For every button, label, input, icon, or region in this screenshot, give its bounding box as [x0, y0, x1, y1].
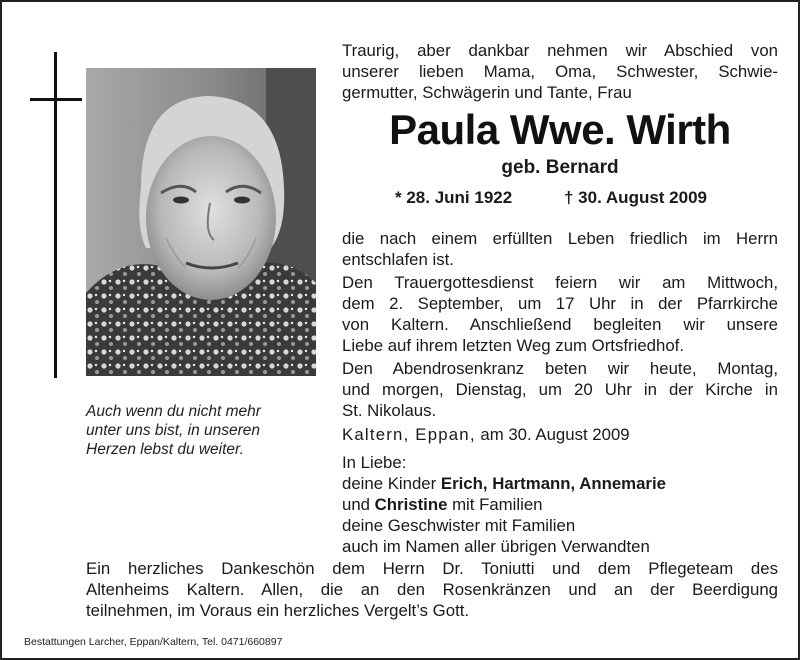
place-date	[342, 424, 778, 445]
quote-line: Herzen lebst du weiter.	[86, 441, 244, 458]
rosary-line: Den Abendrosenkranz beten wir heute, Montag,	[342, 359, 778, 378]
funeral-line: von Kaltern. Anschließend begleiten wir unsere	[342, 315, 778, 334]
notice-date: am 30. August 2009	[480, 425, 630, 444]
rosary-line: und morgen, Dienstag, um 20 Uhr in der Kirche in	[342, 380, 778, 399]
child-name-christine: Christine	[374, 495, 448, 514]
thanks-paragraph	[86, 558, 778, 621]
place-names: Kaltern, Eppan,	[342, 425, 476, 444]
funeral-line: Liebe auf ihrem letzten Weg zum Ortsfriedhof.	[342, 336, 684, 355]
family-line-christine: und Christine mit Familien	[342, 495, 543, 514]
passing-line: die nach einem erfüllten Leben friedlich im Herrn	[342, 229, 778, 248]
passing-line: entschlafen ist.	[342, 250, 454, 269]
funeral-paragraph	[342, 272, 778, 356]
intro-line: unserer lieben Mama, Oma, Schwester, Schwie-	[342, 62, 778, 81]
intro-paragraph	[342, 40, 778, 103]
deceased-name: Paula Wwe. Wirth	[389, 106, 731, 153]
thanks-line: Altenheims Kaltern. Allen, die an den Rosenkränzen und an der Beerdigung	[86, 580, 778, 599]
portrait-photo	[86, 68, 316, 376]
cross-icon-bar	[30, 98, 82, 101]
thanks-line: teilnehmen, im Voraus ein herzliches Vergelt’s Gott.	[86, 601, 470, 620]
intro-line: Traurig, aber dankbar nehmen wir Abschied von	[342, 41, 778, 60]
birth-date: * 28. Juni 1922	[395, 188, 513, 207]
family-line-children: deine Kinder Erich, Hartmann, Annemarie	[342, 474, 666, 493]
death-date: † 30. August 2009	[564, 188, 707, 207]
funeral-line: Den Trauergottesdienst feiern wir am Mittwoch,	[342, 273, 778, 292]
passing-paragraph	[342, 228, 778, 270]
rosary-line: St. Nikolaus.	[342, 401, 437, 420]
thanks-line: Ein herzliches Dankeschön dem Herrn Dr. Toniutti und dem Pflegeteam des	[86, 559, 778, 578]
maiden-name: geb. Bernard	[501, 157, 619, 178]
intro-line: germutter, Schwägerin und Tante, Frau	[342, 83, 632, 102]
family-block	[342, 452, 778, 557]
funeral-home-credit: Bestattungen Larcher, Eppan/Kaltern, Tel. 0471/660897	[24, 636, 283, 648]
funeral-line: dem 2. September, um 17 Uhr in der Pfarrkirche	[342, 294, 778, 313]
memorial-quote	[86, 402, 316, 459]
quote-line: Auch wenn du nicht mehr	[86, 403, 261, 420]
family-line-relatives: auch im Namen aller übrigen Verwandten	[342, 537, 650, 556]
in-love-label: In Liebe:	[342, 453, 407, 472]
rosary-paragraph	[342, 358, 778, 421]
quote-line: unter uns bist, in unseren	[86, 422, 261, 439]
children-names: Erich, Hartmann, Annemarie	[440, 474, 666, 493]
family-line-siblings: deine Geschwister mit Familien	[342, 516, 576, 535]
